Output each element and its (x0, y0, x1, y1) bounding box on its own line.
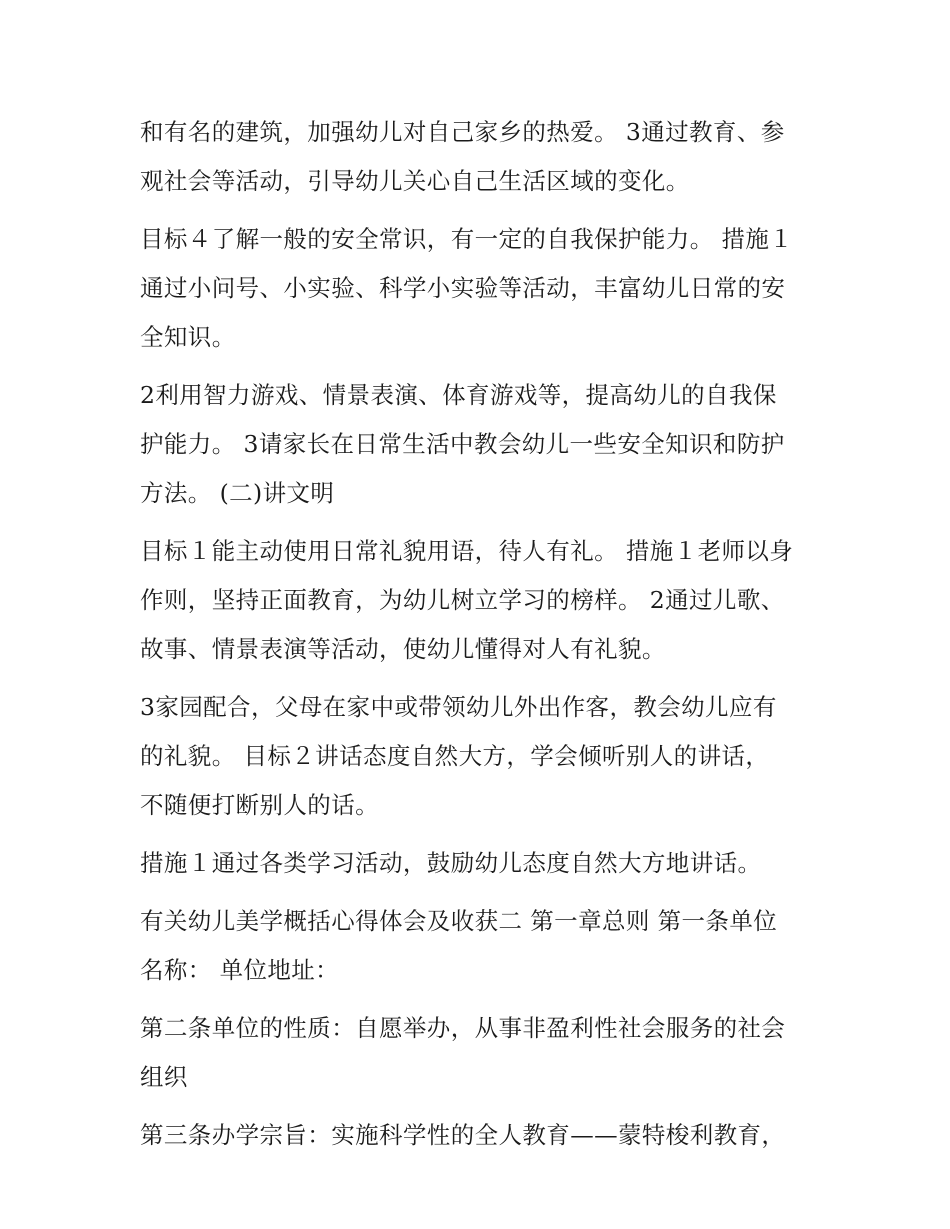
text-line: 和有名的建筑，加强幼儿对自己家乡的热爱。 3通过教育、参 (140, 118, 785, 146)
text-line: 第三条办学宗旨：实施科学性的全人教育——蒙特梭利教育， (140, 1121, 786, 1149)
text-line: 作则，坚持正面教育，为幼儿树立学习的榜样。 2通过儿歌、 (140, 586, 785, 614)
text-line: 通过小问号、小实验、科学小实验等活动，丰富幼儿日常的安 (140, 274, 786, 302)
text-line: 观社会等活动，引导幼儿关心自己生活区域的变化。 (140, 167, 690, 195)
text-line: 不随便打断别人的话。 (140, 791, 379, 819)
text-line: 目标４了解一般的安全常识，有一定的自我保护能力。 措施１ (140, 225, 794, 253)
text-line: 目标１能主动使用日常礼貌用语，待人有礼。 措施１老师以身 (140, 537, 794, 565)
text-line: 措施１通过各类学习活动，鼓励幼儿态度自然大方地讲话。 (140, 849, 762, 877)
text-line: 名称： 单位地址： (140, 956, 340, 984)
text-line: 有关幼儿美学概括心得体会及收获二 第一章总则 第一条单位 (140, 907, 778, 935)
text-line: 故事、情景表演等活动，使幼儿懂得对人有礼貌。 (140, 635, 666, 663)
text-line: 组织 (140, 1063, 188, 1091)
text-line: 的礼貌。 目标２讲话态度自然大方，学会倾听别人的讲话， (140, 742, 770, 770)
text-line: 护能力。 3请家长在日常生活中教会幼儿一些安全知识和防护 (140, 430, 785, 458)
body-text (140, 108, 840, 1160)
text-line: 全知识。 (140, 323, 236, 351)
text-line: 第二条单位的性质：自愿举办，从事非盈利性社会服务的社会 (140, 1014, 786, 1042)
text-line: 方法。 (二)讲文明 (140, 479, 335, 507)
text-line: 3家园配合，父母在家中或带领幼儿外出作客，教会幼儿应有 (140, 693, 777, 721)
text-line: 2利用智力游戏、情景表演、体育游戏等，提高幼儿的自我保 (140, 381, 777, 409)
